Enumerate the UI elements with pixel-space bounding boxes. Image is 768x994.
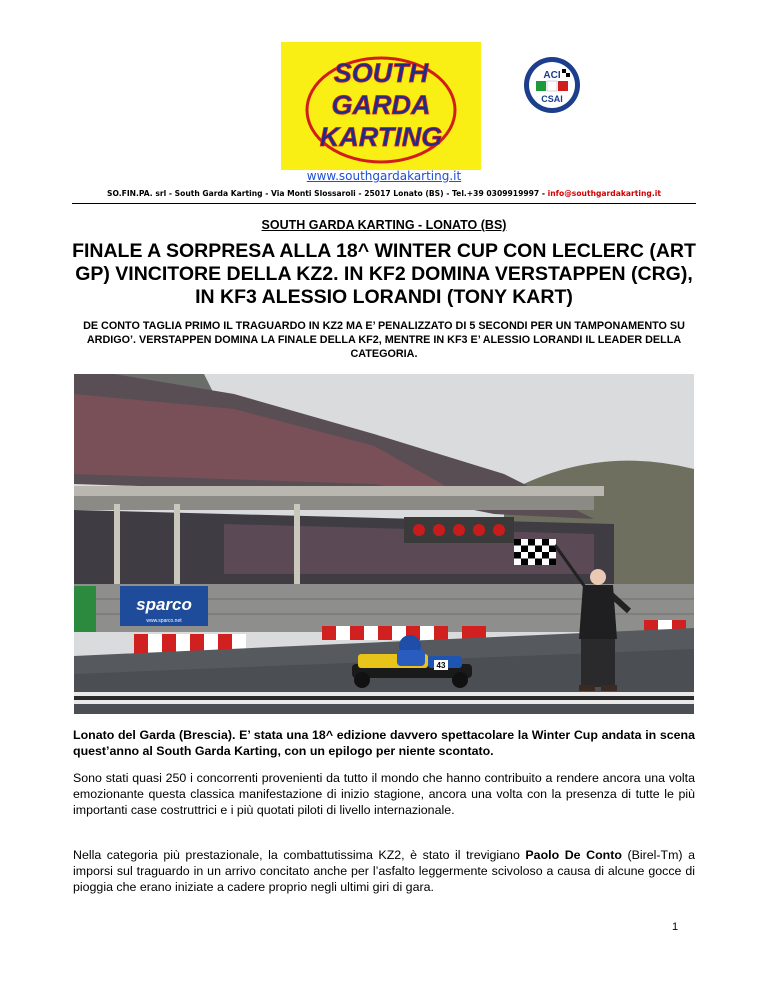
sparco-banner-text: sparco — [136, 595, 192, 614]
paragraph-kz2 — [73, 847, 695, 895]
website-link[interactable]: www.southgardakarting.it — [306, 169, 462, 183]
paragraph-participants: Sono stati quasi 250 i concorrenti provenienti da tutto il mondo che hanno contribuito a rendere ancora una volta emozionante questa classica manifestazione di inizio stagione, ancora una volta con la presenza di tutte le più importanti case costruttrici e i più quotati piloti di livello internazionale. — [73, 771, 695, 817]
section-header: SOUTH GARDA KARTING - LONATO (BS) — [261, 218, 507, 232]
headline: FINALE A SORPRESA ALLA 18^ WINTER CUP CON LECLERC (ART GP) VINCITORE DELLA KZ2. IN KF2 DOMINA VERSTAPPEN (CRG), IN KF3 ALESSIO LORANDI (TONY KART) — [72, 240, 696, 308]
paragraph-intro: Lonato del Garda (Brescia). E’ stata una 18^ edizione davvero spettacolare la Winter Cup andata in scena quest’anno al South Garda Karting, con un epilogo per niente scontato. — [73, 728, 695, 758]
subheadline: DE CONTO TAGLIA PRIMO IL TRAGUARDO IN KZ2 MA E’ PENALIZZATO DI 5 SECONDI PER UN TAMPONAMENTO SU ARDIGO’. VERSTAPPEN DOMINA LA FINALE DELLA KF2, MENTRE IN KF3 E’ ALESSIO LORANDI IL LEADER DELLA CATEGORIA. — [83, 320, 685, 360]
logo-line-3: KARTING — [319, 122, 443, 152]
page-number: 1 — [672, 921, 679, 933]
sparco-banner-url: www.sparco.net — [146, 618, 182, 624]
csai-text: CSAI — [541, 94, 563, 104]
logo-line-2: GARDA — [331, 90, 431, 120]
driver-name: Paolo De Conto — [525, 848, 622, 862]
logo-line-1: SOUTH — [333, 58, 429, 88]
kart-number: 43 — [436, 661, 446, 670]
paragraph-kz2-part1: Nella categoria più prestazionale, la combattutissima KZ2, è stato il trevigiano — [73, 848, 526, 862]
race-finish-photo — [74, 374, 694, 714]
aci-csai-logo — [522, 56, 582, 114]
contact-text: SO.FIN.PA. srl - South Garda Karting - Via Monti Slossaroli - 25017 Lonato (BS) - Tel.+39 0309919997 - — [107, 189, 548, 198]
contact-bar — [72, 185, 696, 204]
aci-text: ACI — [543, 70, 561, 81]
south-garda-karting-logo — [281, 42, 481, 170]
paragraph-kz2-part2: (Birel-Tm) a imporsi sul traguardo in un arrivo concitato anche per l’asfalto leggermente scivoloso a causa di alcune gocce di pioggia che erano iniziate a cadere proprio negli ultimi giri di gara. — [73, 848, 695, 894]
contact-email-link[interactable]: info@southgardakarting.it — [547, 189, 661, 198]
